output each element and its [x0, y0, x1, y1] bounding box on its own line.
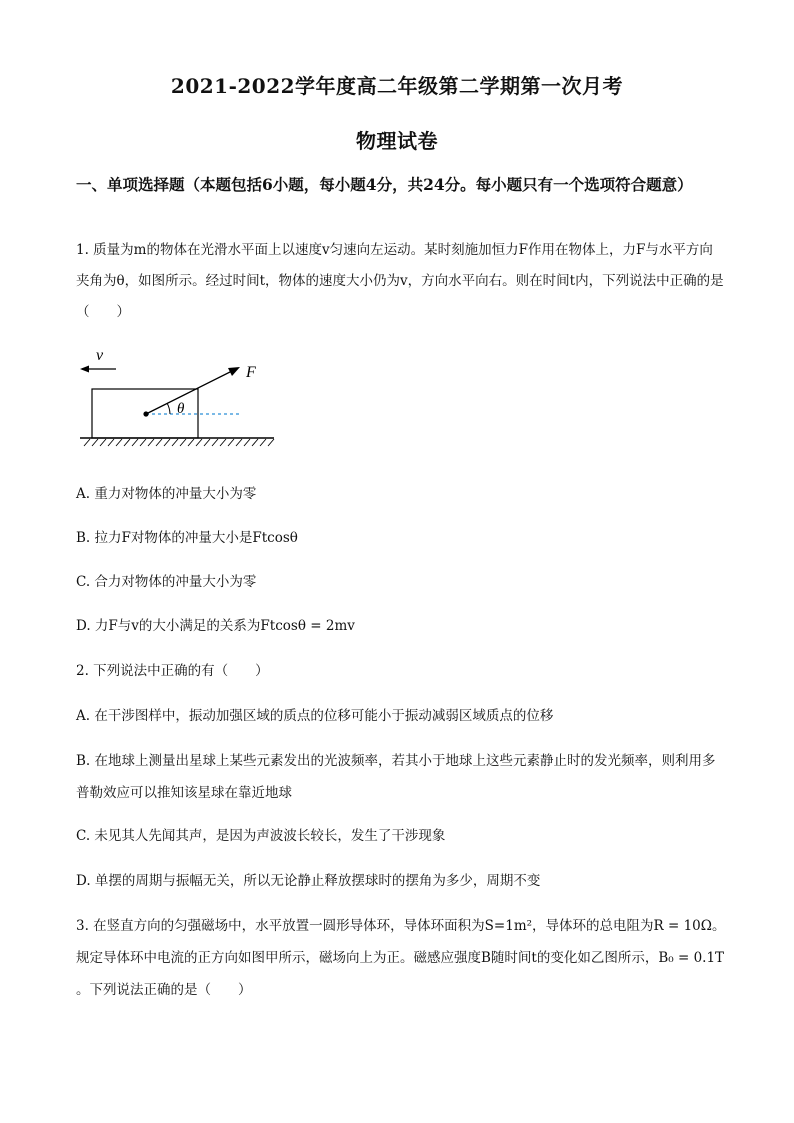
velocity-label: v — [96, 347, 104, 364]
section-heading: 一、单项选择题（本题包括6小题，每小题4分，共24分。每小题只有一个选项符合题意） — [76, 175, 693, 194]
question-3-stem: 3. 在竖直方向的匀强磁场中，水平放置一圆形导体环，导体环面积为S=1m²，导体环的总电阻为R = 10Ω。规定导体环中电流的正方向如图甲所示，磁场向上为正。磁感应强度B随时间t的变化如乙图所示，B₀ = 0.1T 。下列说法正确的是（ ） — [76, 918, 726, 998]
exam-subtitle: 物理试卷 — [356, 129, 438, 153]
question-2-option-c: C. 未见其人先闻其声，是因为声波波长较长，发生了干涉现象 — [76, 828, 446, 844]
question-1-option-b: B. 拉力F对物体的冲量大小是Ftcosθ — [76, 530, 298, 546]
question-1-stem: 1. 质量为m的物体在光滑水平面上以速度v匀速向左运动。某时刻施加恒力F作用在物体上，力F与水平方向夹角为θ，如图所示。经过时间t，物体的速度大小仍为v，方向水平向右。则在时间t内，下列说法中正确的是（ ） — [76, 242, 724, 320]
velocity-arrowhead — [80, 366, 89, 373]
question-2-stem: 2. 下列说法中正确的有（ ） — [76, 663, 269, 679]
block-force-diagram — [74, 343, 284, 453]
force-arrowhead — [228, 367, 240, 376]
application-point — [143, 411, 148, 416]
theta-label: θ — [177, 401, 185, 417]
question-2-option-a: A. 在干涉图样中，振动加强区域的质点的位移可能小于振动减弱区域质点的位移 — [76, 708, 554, 724]
exam-title: 2021-2022学年度高二年级第二学期第一次月考 — [170, 74, 624, 98]
force-label: F — [246, 364, 256, 381]
question-1-figure — [74, 343, 284, 453]
question-2-option-d: D. 单摆的周期与振幅无关，所以无论静止释放摆球时的摆角为多少，周期不变 — [76, 873, 541, 889]
question-1-option-c: C. 合力对物体的冲量大小为零 — [76, 574, 257, 590]
question-1-option-a: A. 重力对物体的冲量大小为零 — [76, 486, 257, 502]
force-arrow — [146, 369, 236, 414]
ground-hatching — [84, 439, 274, 446]
question-2-option-b: B. 在地球上测量出星球上某些元素发出的光波频率，若其小于地球上这些元素静止时的发光频率，则利用多普勒效应可以推知该星球在靠近地球 — [76, 753, 716, 801]
angle-arc — [167, 403, 170, 414]
question-1-option-d: D. 力F与v的大小满足的关系为Ftcosθ = 2mv — [76, 618, 355, 634]
